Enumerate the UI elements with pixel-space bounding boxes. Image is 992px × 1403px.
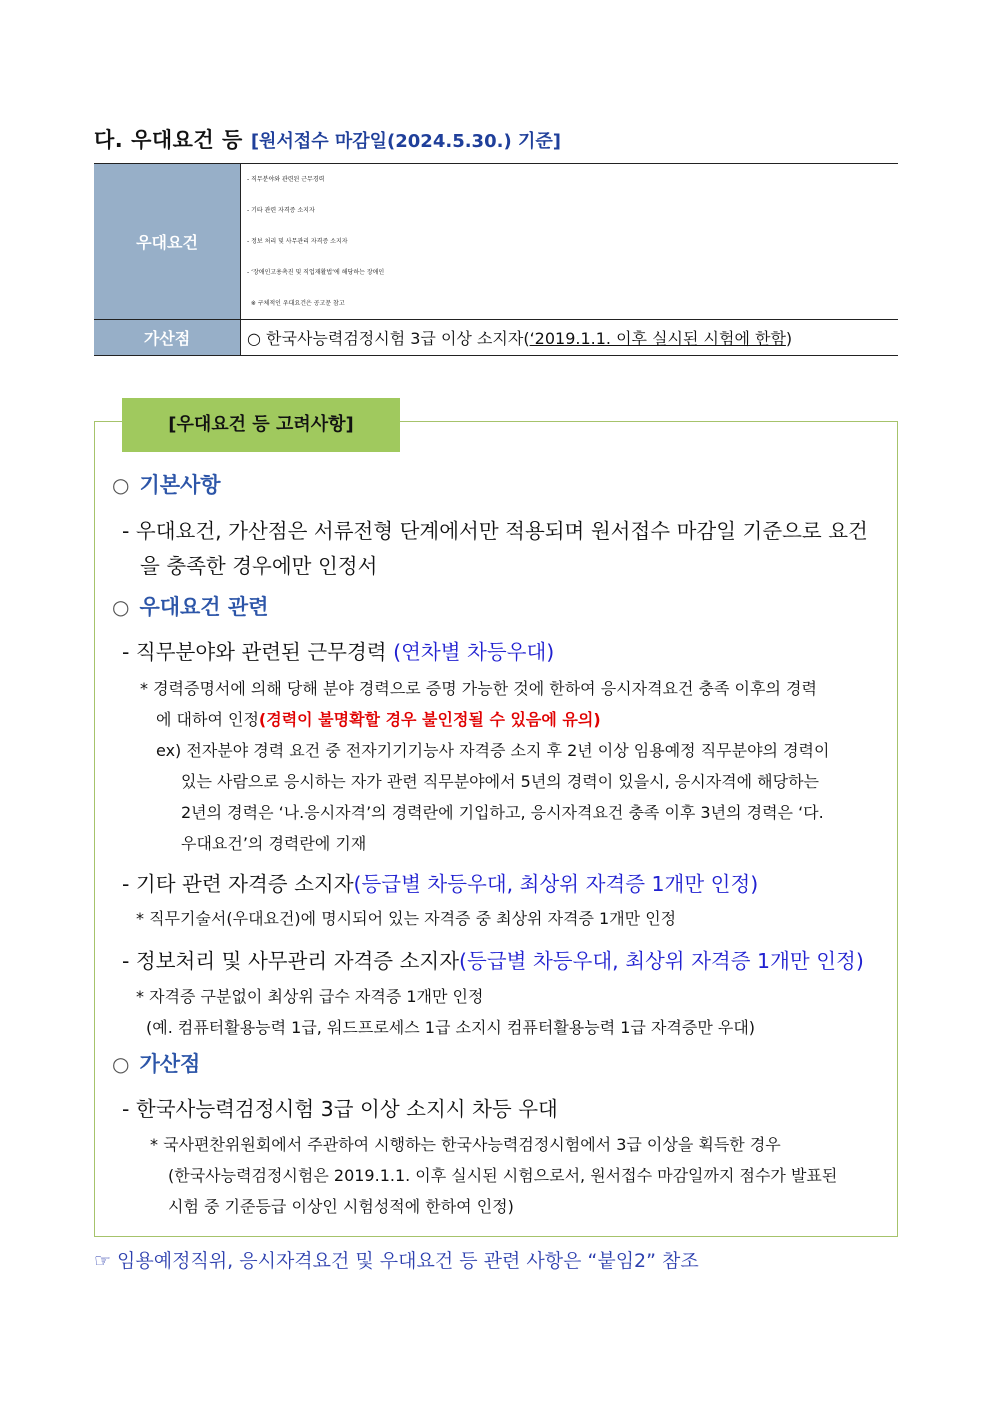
item-text: - 직무분야와 관련된 근무경력 (122, 640, 394, 664)
preference-items (241, 164, 899, 320)
basic-line-1: - 우대요건, 가산점은 서류전형 단계에서만 적용되며 원서접수 마감일 기준으로 요건 (122, 519, 868, 543)
circle-bullet-icon: ○ (112, 1052, 130, 1076)
heading-text: 우대요건 관련 (139, 595, 269, 619)
list-item: - 정보 처리 및 사무관리 자격증 소지자 (247, 238, 348, 245)
pointing-hand-icon: ☞ (94, 1250, 112, 1272)
pref-item-career (122, 632, 554, 672)
item-text: - 기타 관련 자격증 소지자 (122, 872, 354, 896)
section-subtitle: [원서접수 마감일(2024.5.30.) 기준] (250, 131, 561, 152)
basic-line-2: 을 충족한 경우에만 인정서 (140, 554, 378, 578)
history-note-1: * 국사편찬위원회에서 주관하여 시행하는 한국사능력검정시험에서 3급 이상을 획득한 경우 (150, 1135, 781, 1154)
table-row (94, 164, 898, 320)
example-line-3: 2년의 경력은 ‘나.응시자격’의 경력란에 기입하고, 응시자격요건 충족 이후 3년의 경력은 ‘다. (181, 803, 824, 822)
section-heading (94, 124, 561, 154)
reference-note (94, 1246, 699, 1273)
reference-text: 임용예정직위, 응시자격요건 및 우대요건 등 관련 사항은 “붙임2” 참조 (117, 1250, 699, 1272)
circle-bullet-icon: ○ (112, 595, 130, 619)
history-note-3: 시험 중 기준등급 이상인 시험성적에 한하여 인정) (168, 1197, 514, 1216)
bonus-close: ) (785, 329, 793, 348)
section-preference-title (112, 591, 268, 621)
item-note-blue: (등급별 차등우대, 최상위 자격증 1개만 인정) (459, 949, 864, 973)
circle-bullet-icon: ○ (112, 473, 130, 497)
warning-text: (경력이 불명확할 경우 불인정될 수 있음에 유의) (258, 710, 601, 729)
note-text: 에 대하여 인정 (156, 710, 259, 729)
pref-item-certificate (122, 864, 758, 904)
row-label-bonus: 가산점 (94, 320, 241, 356)
preference-table (94, 163, 898, 356)
table-row (94, 320, 898, 356)
list-item: - 직무분야와 관련된 근무경력 (247, 176, 325, 183)
career-note-2 (156, 704, 601, 735)
example-line-1: ex) 전자분야 경력 요건 중 전자기기기능사 자격증 소지 후 2년 이상 임용예정 직무분야의 경력이 (156, 741, 830, 760)
bonus-text: ○ 한국사능력검정시험 3급 이상 소지자( (247, 329, 530, 348)
list-item-note: ※ 구체적인 우대요건은 공고문 참고 (247, 300, 345, 307)
item-note-blue: (연차별 차등우대) (393, 640, 555, 664)
history-note-2: (한국사능력검정시험은 2019.1.1. 이후 실시된 시험으로서, 원서접수 마감일까지 점수가 발표된 (168, 1166, 838, 1185)
example-line-4: 우대요건’의 경력란에 기재 (181, 834, 367, 853)
section-title: 다. 우대요건 등 (94, 128, 243, 152)
item-text: - 정보처리 및 사무관리 자격증 소지자 (122, 949, 460, 973)
section-basic-title (112, 469, 221, 499)
pref-item-it-certificate (122, 941, 864, 981)
bonus-condition: ‘2019.1.1. 이후 실시된 시험에 한함 (529, 329, 786, 348)
career-note-1: * 경력증명서에 의해 당해 분야 경력으로 증명 가능한 것에 한하여 응시자격요건 충족 이후의 경력 (140, 679, 817, 698)
heading-text: 가산점 (139, 1052, 201, 1076)
example-line-2: 있는 사람으로 응시하는 자가 관련 직무분야에서 5년의 경력이 있을시, 응시자격에 해당하는 (181, 772, 819, 791)
considerations-title: [우대요건 등 고려사항] (122, 398, 400, 452)
certificate-note: * 직무기술서(우대요건)에 명시되어 있는 자격증 중 최상위 자격증 1개만 인정 (136, 909, 677, 928)
list-item: - ‘장애인고용촉진 및 직업재활법’에 해당하는 장애인 (247, 269, 385, 276)
section-bonus-title (112, 1048, 200, 1078)
bonus-item (241, 320, 899, 356)
row-label-preference: 우대요건 (94, 164, 241, 320)
it-certificate-note-1: * 자격증 구분없이 최상위 급수 자격증 1개만 인정 (136, 987, 484, 1006)
item-note-blue: (등급별 차등우대, 최상위 자격증 1개만 인정) (353, 872, 759, 896)
list-item: - 기타 관련 자격증 소지자 (247, 207, 315, 214)
heading-text: 기본사항 (139, 473, 221, 497)
it-certificate-note-2: (예. 컴퓨터활용능력 1급, 워드프로세스 1급 소지시 컴퓨터활용능력 1급 자격증만 우대) (146, 1018, 756, 1037)
bonus-item-history: - 한국사능력검정시험 3급 이상 소지시 차등 우대 (122, 1097, 558, 1121)
